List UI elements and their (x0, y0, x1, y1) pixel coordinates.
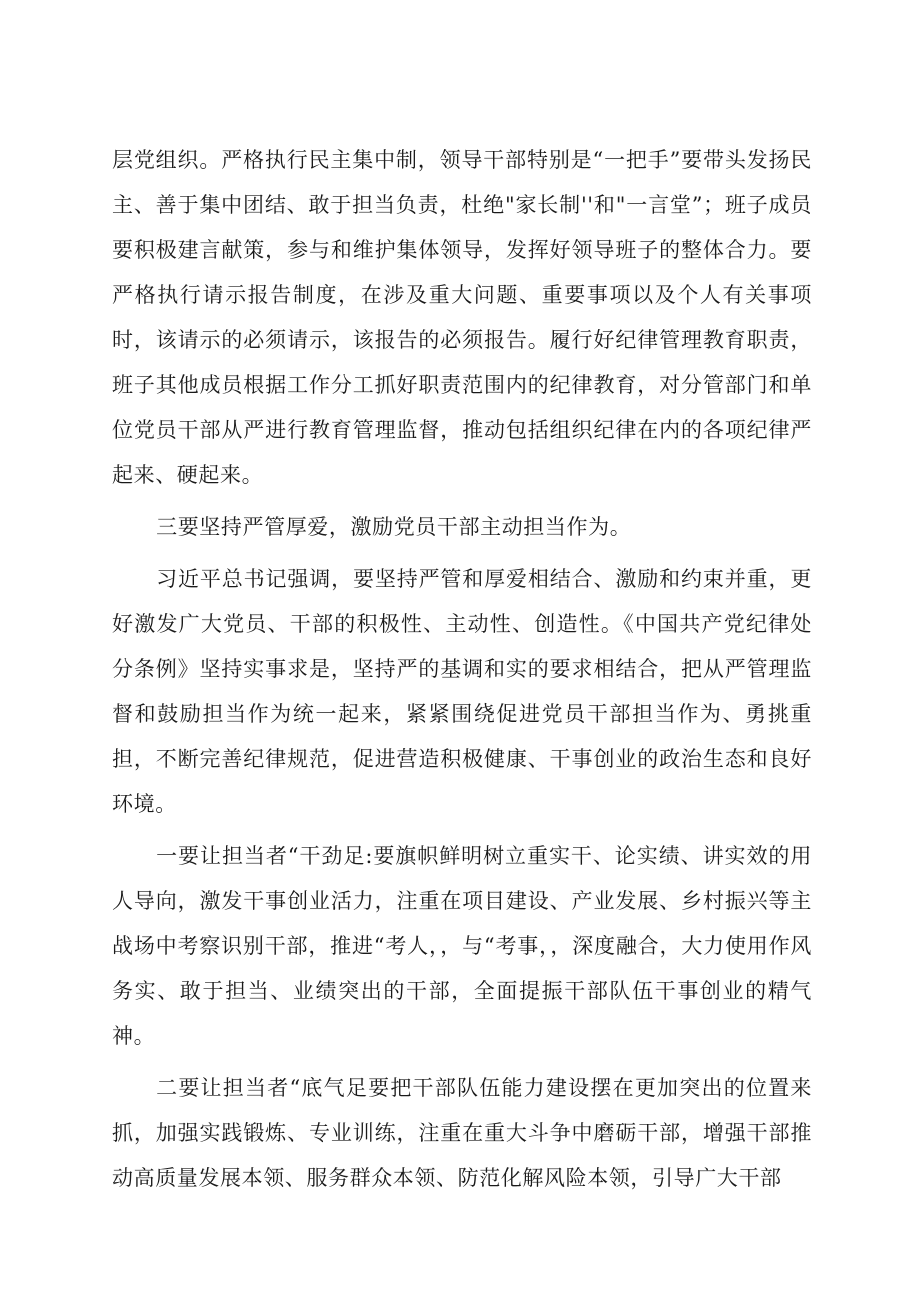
section-heading: 三要坚持严管厚爱，激励党员干部主动担当作为。 (156, 515, 632, 539)
paragraph-continuation: 层党组织。严格执行民主集中制，领导干部特别是“一把手”要带头发扬民主、善于集中团结、敢于担当负责，杜绝"家长制''和"一言堂”；班子成员要积极建言献策，参与和维护集体领导，发挥好领导班子的整体合力。要严格执行请示报告制度，在涉及重大问题、重要事项以及个人有关事项时，该请示的必须请示，该报告的必须报告。履行好纪律管理教育职责，班子其他成员根据工作分工抓好职责范围内的纪律教育，对分管部门和单位党员干部从严进行教育管理监督，推动包括组织纪律在内的各项纪律严起来、硬起来。 (112, 148, 812, 487)
paragraph: 习近平总书记强调，要坚持严管和厚爱相结合、激励和约束并重，更好激发广大党员、干部的积极性、主动性、创造性。《中国共产党纪律处分条例》坚持实事求是，坚持严的基调和实的要求相结合，把从严管理监督和鼓励担当作为统一起来，紧紧围绕促进党员干部担当作为、勇挑重担，不断完善纪律规范，促进营造积极健康、干事创业的政治生态和良好环境。 (112, 567, 812, 816)
paragraph: 一要让担当者“干劲足:要旗帜鲜明树立重实干、论实绩、讲实效的用人导向，激发干事创业活力，注重在项目建设、产业发展、乡村振兴等主战场中考察识别干部，推进“考人，，与“考事，，深度融合，大力使用作风务实、敢于担当、业绩突出的干部，全面提振干部队伍干事创业的精气神。 (112, 844, 812, 1048)
paragraph: 二要让担当者“底气足要把干部队伍能力建设摆在更加突出的位置来抓，加强实践锻炼、专业训练，注重在重大斗争中磨砺干部，增强干部推动高质量发展本领、服务群众本领、防范化解风险本领，引导广大干部 (112, 1076, 812, 1190)
document-body (112, 138, 812, 1201)
